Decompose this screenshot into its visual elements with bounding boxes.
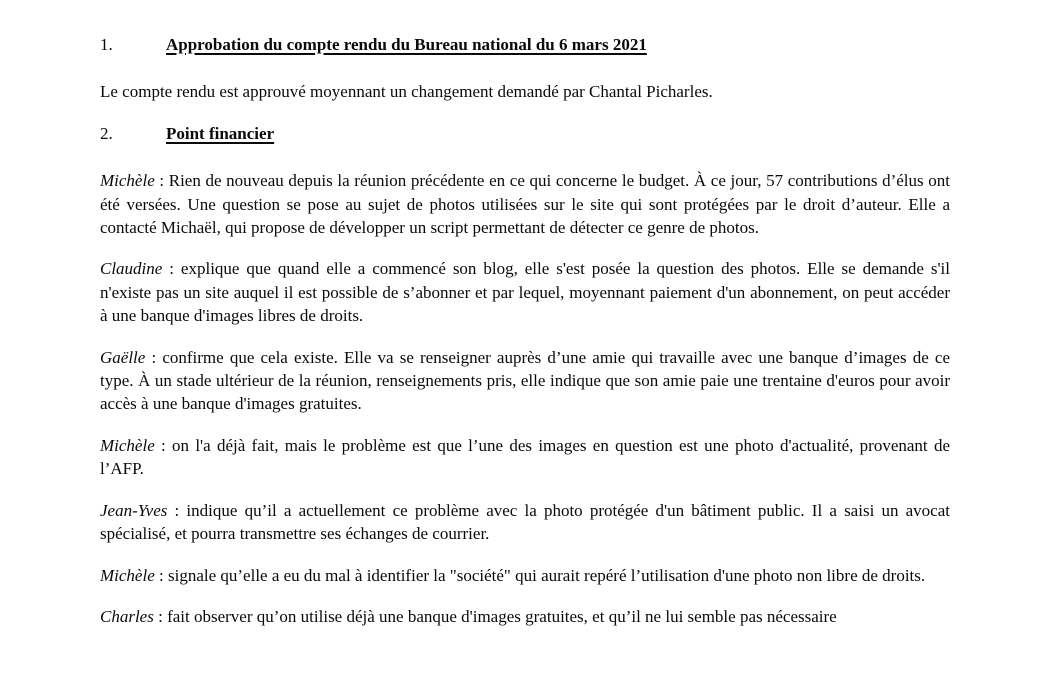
paragraph-text: explique que quand elle a commencé son blog, elle s'est posée la question des photos. Elle se demande s'il n'existe pas un site auquel il est possible de s’abonner et par lequel, moyennant paiement d'un abonnement, on peut accéder à une banque d'images libres de droits. — [100, 259, 950, 326]
intro-paragraph — [100, 80, 950, 103]
paragraph-text: indique qu’il a actuellement ce problème avec la photo protégée d'un bâtiment public. Il a saisi un avocat spécialisé, et pourra transmettre ses échanges de courrier. — [100, 500, 950, 544]
speaker-paragraph — [100, 257, 950, 327]
paragraph-text: signale qu’elle a eu du mal à identifier la "société" qui aurait repéré l’utilisation d'une photo non libre de droits. — [167, 565, 926, 585]
speaker-separator: : — [154, 565, 168, 585]
speaker-name: Michèle — [100, 435, 155, 455]
section-title: Point financier — [166, 123, 275, 143]
paragraph-text: Le compte rendu est approuvé moyennant un changement demandé par Chantal Picharles. — [100, 82, 713, 102]
speaker-paragraph — [100, 564, 950, 587]
section-title: Approbation du compte rendu du Bureau national du 6 mars 2021 — [166, 35, 647, 54]
speaker-paragraph — [100, 605, 950, 628]
section-heading-2 — [100, 122, 950, 145]
speaker-paragraph — [100, 346, 950, 416]
speaker-separator: : — [162, 259, 181, 279]
paragraph-text: Rien de nouveau depuis la réunion précédente en ce qui concerne le budget. À ce jour, 57 contributions d’élus ont été versées. Une question se pose au sujet de photos utilisées sur le site qui sont protégées par le droit d’auteur. Elle a contacté Michaël, qui propose de développer un script permettant de détecter ce genre de photos. — [100, 171, 950, 238]
speaker-name: Michèle — [100, 565, 155, 585]
speaker-separator: : — [153, 606, 168, 626]
paragraph-text: fait observer qu’on utilise déjà une banque d'images gratuites, et qu’il ne lui semble pas nécessaire — [167, 606, 837, 626]
section-number: 2. — [100, 123, 113, 143]
speaker-paragraph — [100, 434, 950, 481]
speaker-separator: : — [167, 500, 187, 520]
speaker-name: Charles — [100, 606, 154, 626]
speaker-name: Claudine — [100, 259, 163, 279]
speaker-paragraph — [100, 499, 950, 546]
section-number: 1. — [100, 35, 113, 54]
speaker-name: Michèle — [100, 171, 155, 191]
speaker-name: Jean-Yves — [100, 500, 168, 520]
paragraph-text: on l'a déjà fait, mais le problème est que l’une des images en question est une photo d'actualité, provenant de l’AFP. — [100, 435, 950, 479]
speaker-name: Gaëlle — [100, 347, 146, 367]
section-heading-1 — [100, 33, 950, 56]
speaker-separator: : — [154, 171, 169, 191]
speaker-separator: : — [145, 347, 163, 367]
speaker-paragraph — [100, 169, 950, 239]
paragraph-text: confirme que cela existe. Elle va se renseigner auprès d’une amie qui travaille avec une banque d’images de ce type. À un stade ultérieur de la réunion, renseignements pris, elle indique que son amie paie une trentaine d'euros pour avoir accès à une banque d'images gratuites. — [100, 347, 950, 414]
speaker-separator: : — [154, 435, 173, 455]
